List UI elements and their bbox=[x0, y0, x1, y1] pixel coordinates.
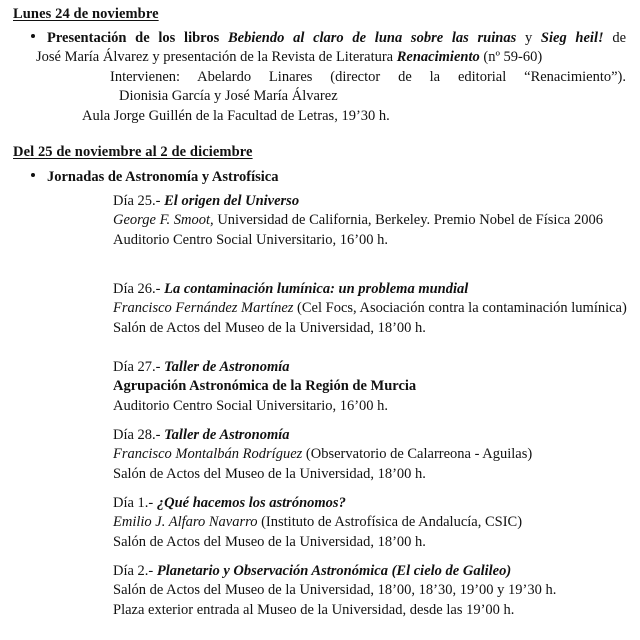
author-prefix: José María Álvarez y presentación de la Revista de Literatura bbox=[36, 49, 397, 66]
day-label: Día 26.- bbox=[113, 281, 165, 297]
day-title: Planetario y Observación Astronómica (El cielo de Galileo) bbox=[156, 563, 512, 579]
entry-participants-line: Intervienen: Abelardo Linares (director de la editorial “Renacimiento”). bbox=[110, 68, 626, 85]
day-label: Día 28.- bbox=[113, 427, 165, 443]
day-label: Día 2.- bbox=[113, 563, 157, 579]
day-organization-line: Agrupación Astronómica de la Región de Murcia bbox=[113, 378, 417, 395]
day-block-28 bbox=[113, 426, 629, 484]
book-title-2: Sieg heil! bbox=[540, 30, 604, 46]
day-venue-line-2: Plaza exterior entrada al Museo de la Universidad, desde las 19’00 h. bbox=[113, 601, 515, 618]
speaker-affiliation: (Cel Focs, Asociación contra la contaminación lumínica) bbox=[293, 300, 627, 317]
revista-title: Renacimiento bbox=[396, 49, 480, 66]
bullet-marker-icon bbox=[31, 173, 35, 177]
speaker-affiliation: Universidad de California, Berkeley. Premio Nobel de Física 2006 bbox=[213, 212, 603, 229]
bullet-marker-icon bbox=[31, 34, 35, 38]
entry-venue-line: Aula Jorge Guillén de la Facultad de Letras, 19’30 h. bbox=[82, 107, 390, 124]
speaker-name: Francisco Montalbán Rodríguez bbox=[113, 446, 303, 463]
book-title-1: Bebiendo al claro de luna sobre las ruinas bbox=[227, 30, 517, 46]
day-block-27 bbox=[113, 358, 629, 416]
day-title-line bbox=[113, 494, 629, 513]
day-venue-line: Auditorio Centro Social Universitario, 16’00 h. bbox=[113, 231, 389, 248]
day-title-line bbox=[113, 426, 629, 445]
day-speaker-line bbox=[113, 445, 629, 464]
lead-conjunction: y bbox=[516, 30, 541, 46]
entry-lead-line bbox=[47, 29, 626, 48]
speaker-name: George F. Smoot, bbox=[113, 212, 214, 229]
day-speaker-line bbox=[113, 211, 629, 230]
lead-prefix: Presentación de los libros bbox=[47, 30, 228, 46]
day-speaker-line bbox=[113, 513, 629, 532]
day-label: Día 27.- bbox=[113, 359, 165, 375]
revista-issue: (nº 59-60) bbox=[479, 49, 543, 66]
speaker-name: Emilio J. Alfaro Navarro bbox=[113, 514, 258, 531]
day-title: Taller de Astronomía bbox=[164, 427, 290, 443]
entry-lead-line: Jornadas de Astronomía y Astrofísica bbox=[47, 169, 279, 185]
day-title: La contaminación lumínica: un problema mundial bbox=[164, 281, 469, 297]
day-title: Taller de Astronomía bbox=[164, 359, 290, 375]
day-block-26 bbox=[113, 280, 629, 338]
day-block-1-dic bbox=[113, 494, 629, 552]
day-speaker-line bbox=[113, 299, 629, 318]
lead-suffix: de bbox=[603, 30, 627, 46]
day-venue-line: Salón de Actos del Museo de la Universidad, 18’00 h. bbox=[113, 465, 426, 482]
day-venue-line: Auditorio Centro Social Universitario, 16’00 h. bbox=[113, 397, 389, 414]
day-venue-line: Salón de Actos del Museo de la Universidad, 18’00 h. bbox=[113, 319, 426, 336]
day-label: Día 25.- bbox=[113, 193, 165, 209]
speaker-affiliation: (Observatorio de Calarreona - Aguilas) bbox=[302, 446, 533, 463]
day-label: Día 1.- bbox=[113, 495, 157, 511]
entry-author-line bbox=[36, 48, 632, 67]
day-title-line bbox=[113, 358, 629, 377]
speaker-name: Francisco Fernández Martínez bbox=[113, 300, 294, 317]
day-title-line bbox=[113, 280, 629, 299]
section-heading-del-25-al-2: Del 25 de noviembre al 2 de diciembre bbox=[13, 144, 253, 160]
day-venue-line: Salón de Actos del Museo de la Universidad, 18’00 h. bbox=[113, 533, 426, 550]
day-venue-line: Salón de Actos del Museo de la Universidad, 18’00, 18’30, 19’00 y 19’30 h. bbox=[113, 582, 557, 599]
day-title: ¿Qué hacemos los astrónomos? bbox=[156, 495, 346, 511]
day-block-25 bbox=[113, 192, 629, 250]
speaker-affiliation: (Instituto de Astrofísica de Andalucía, CSIC) bbox=[257, 514, 523, 531]
day-title-line bbox=[113, 562, 629, 581]
day-title: El origen del Universo bbox=[164, 193, 300, 209]
entry-participants-line-2: Dionisia García y José María Álvarez bbox=[119, 88, 338, 105]
day-title-line bbox=[113, 192, 629, 211]
day-block-2-dic bbox=[113, 562, 629, 620]
section-heading-lunes-24: Lunes 24 de noviembre bbox=[13, 6, 159, 22]
